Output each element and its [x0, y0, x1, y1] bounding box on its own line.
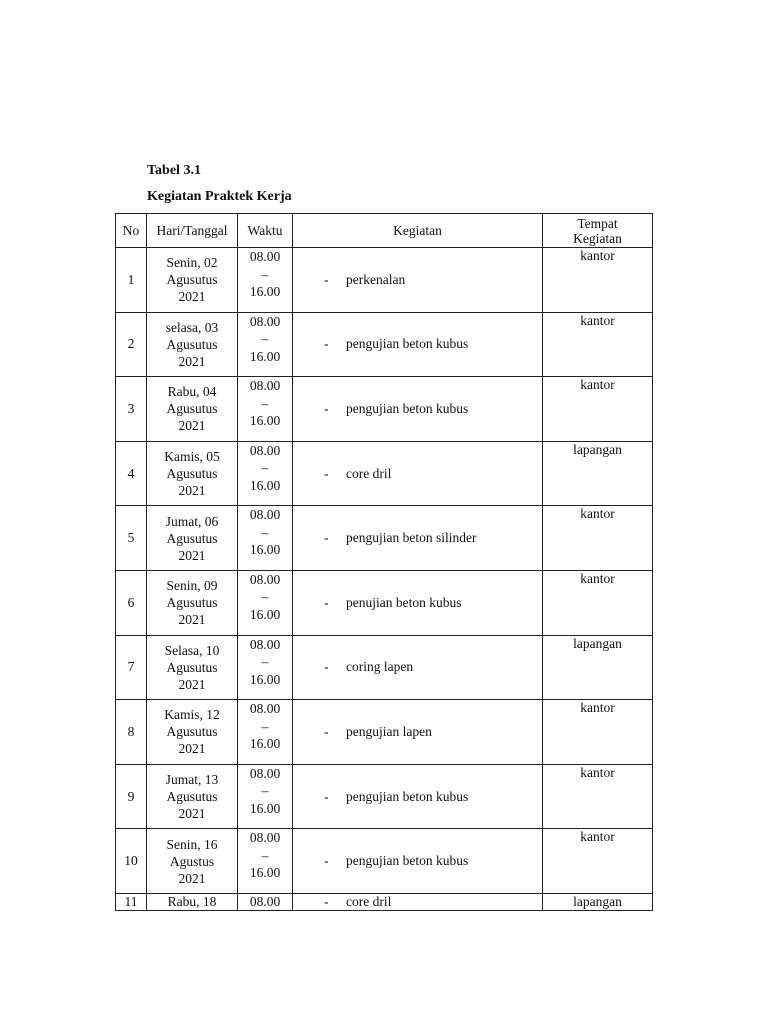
- row-bullet: -: [324, 336, 329, 352]
- row-day-line: 2021: [178, 870, 206, 886]
- row-activity-text: core dril: [346, 893, 392, 909]
- row-bullet: -: [324, 788, 329, 804]
- row-day-line: 2021: [178, 483, 206, 499]
- row-place: lapangan: [543, 441, 653, 506]
- row-day-line: 2021: [178, 612, 206, 628]
- row-day-line: Jumat, 06: [165, 513, 219, 529]
- row-number: 5: [116, 506, 147, 571]
- row-time: [238, 700, 293, 765]
- row-place: lapangan: [543, 893, 653, 910]
- row-day-line: Selasa, 10: [164, 642, 220, 658]
- row-number: 1: [116, 248, 147, 313]
- row-time: [238, 764, 293, 829]
- row-day-line: Agusutus: [166, 659, 218, 675]
- row-day: Rabu, 18: [147, 893, 238, 910]
- row-time-line: –: [261, 460, 269, 476]
- row-activity: [293, 893, 543, 910]
- row-time-line: 08.00: [249, 636, 281, 652]
- row-activity: [293, 700, 543, 765]
- row-day: [147, 312, 238, 377]
- row-time-line: 16.00: [249, 413, 281, 429]
- row-time-line: 08.00: [249, 249, 281, 264]
- row-activity-text: core dril: [346, 465, 392, 481]
- row-time-line: 08.00: [249, 765, 281, 781]
- row-day: [147, 635, 238, 700]
- row-day: [147, 506, 238, 571]
- row-day-line: Jumat, 13: [165, 772, 219, 788]
- row-time-line: 16.00: [249, 542, 281, 558]
- row-time: [238, 635, 293, 700]
- row-day-line: Agusutus: [166, 595, 218, 611]
- row-bullet: -: [324, 400, 329, 416]
- row-time-line: 08.00: [249, 313, 281, 329]
- row-place: kantor: [543, 829, 653, 894]
- row-activity: [293, 248, 543, 313]
- row-day: [147, 441, 238, 506]
- row-day-line: Agusutus: [166, 466, 218, 482]
- row-time-line: 16.00: [249, 477, 281, 493]
- row-day-line: 2021: [178, 547, 206, 563]
- row-bullet: -: [324, 594, 329, 610]
- row-time-line: –: [261, 524, 269, 540]
- row-time-line: 08.00: [249, 507, 281, 523]
- row-time-line: 08.00: [249, 442, 281, 458]
- row-day-line: Senin, 02: [166, 255, 218, 271]
- row-time-line: –: [261, 847, 269, 863]
- row-time: [238, 312, 293, 377]
- row-day-line: Agusutus: [166, 401, 218, 417]
- row-day: [147, 377, 238, 442]
- row-time-line: 08.00: [249, 701, 281, 717]
- row-time: [238, 506, 293, 571]
- row-activity: [293, 829, 543, 894]
- row-bullet: -: [324, 659, 329, 675]
- header-place-line2: Kegiatan: [573, 230, 622, 246]
- row-day-line: Agusutus: [166, 789, 218, 805]
- table-row: [116, 248, 653, 313]
- row-time: [238, 441, 293, 506]
- row-day-line: 2021: [178, 741, 206, 757]
- row-number: 3: [116, 377, 147, 442]
- table-row: [116, 700, 653, 765]
- row-bullet: -: [324, 893, 329, 909]
- row-activity: [293, 764, 543, 829]
- row-activity-text: pengujian beton kubus: [346, 853, 469, 869]
- table-title-caption: Kegiatan Praktek Kerja: [147, 189, 292, 204]
- row-time-line: 16.00: [249, 671, 281, 687]
- row-bullet: -: [324, 723, 329, 739]
- row-time-line: 16.00: [249, 606, 281, 622]
- row-place: kantor: [543, 312, 653, 377]
- row-day-line: selasa, 03: [165, 319, 219, 335]
- row-day: [147, 570, 238, 635]
- row-place: kantor: [543, 377, 653, 442]
- row-activity: [293, 570, 543, 635]
- table-row: [116, 829, 653, 894]
- row-bullet: -: [324, 465, 329, 481]
- header-place: [543, 214, 653, 248]
- row-activity-text: penujian beton kubus: [346, 594, 462, 610]
- row-number: 7: [116, 635, 147, 700]
- activity-table: [115, 213, 653, 911]
- row-number: 6: [116, 570, 147, 635]
- header-time: Waktu: [238, 214, 293, 248]
- row-activity-text: pengujian beton kubus: [346, 336, 469, 352]
- row-day-line: 2021: [178, 418, 206, 434]
- header-place-line1: Tempat: [577, 215, 618, 231]
- table-row: [116, 570, 653, 635]
- row-activity-text: pengujian beton kubus: [346, 788, 469, 804]
- row-bullet: -: [324, 271, 329, 287]
- row-day-line: Agusutus: [166, 272, 218, 288]
- row-number: 9: [116, 764, 147, 829]
- row-place: kantor: [543, 764, 653, 829]
- row-day-line: 2021: [178, 289, 206, 305]
- row-place: lapangan: [543, 635, 653, 700]
- header-no: No: [116, 214, 147, 248]
- row-time-line: 16.00: [249, 284, 281, 299]
- row-day-line: 2021: [178, 806, 206, 822]
- row-place: kantor: [543, 506, 653, 571]
- row-time: [238, 829, 293, 894]
- row-time: 08.00: [238, 893, 293, 910]
- table-row: [116, 893, 653, 910]
- row-time-line: 16.00: [249, 800, 281, 816]
- table-header-row: [116, 214, 653, 248]
- row-time: [238, 377, 293, 442]
- row-time-line: –: [261, 589, 269, 605]
- header-day: Hari/Tanggal: [147, 214, 238, 248]
- row-time: [238, 248, 293, 313]
- row-time-line: –: [261, 783, 269, 799]
- row-day-line: Kamis, 05: [164, 449, 220, 465]
- row-activity-text: pengujian lapen: [346, 723, 432, 739]
- row-time-line: –: [261, 654, 269, 670]
- row-day-line: Senin, 09: [166, 578, 218, 594]
- row-day-line: Rabu, 04: [167, 384, 217, 400]
- row-time-line: –: [261, 331, 269, 347]
- row-time-line: –: [261, 718, 269, 734]
- row-activity-text: coring lapen: [346, 659, 414, 675]
- row-day-line: Agusutus: [166, 724, 218, 740]
- row-time-line: 16.00: [249, 865, 281, 881]
- row-number: 4: [116, 441, 147, 506]
- row-time-line: 16.00: [249, 736, 281, 752]
- row-activity-text: pengujian beton kubus: [346, 400, 469, 416]
- table-row: [116, 506, 653, 571]
- row-day-line: Agustus: [169, 853, 215, 869]
- header-activity: Kegiatan: [293, 214, 543, 248]
- row-day: [147, 248, 238, 313]
- row-day-line: 2021: [178, 676, 206, 692]
- row-bullet: -: [324, 530, 329, 546]
- row-day-line: Senin, 16: [166, 836, 218, 852]
- row-time-line: 08.00: [249, 571, 281, 587]
- row-place: kantor: [543, 570, 653, 635]
- table-row: [116, 764, 653, 829]
- row-time-line: 16.00: [249, 348, 281, 364]
- row-number: 11: [116, 893, 147, 910]
- row-activity: [293, 635, 543, 700]
- row-day-line: Kamis, 12: [164, 707, 220, 723]
- row-day-line: Agusutus: [166, 530, 218, 546]
- row-activity-text: pengujian beton silinder: [346, 530, 477, 546]
- row-activity: [293, 312, 543, 377]
- row-number: 10: [116, 829, 147, 894]
- row-place: kantor: [543, 700, 653, 765]
- row-bullet: -: [324, 853, 329, 869]
- row-activity: [293, 506, 543, 571]
- row-day-line: 2021: [178, 353, 206, 369]
- table-row: [116, 377, 653, 442]
- row-number: 2: [116, 312, 147, 377]
- row-day-line: Agusutus: [166, 336, 218, 352]
- row-day: [147, 764, 238, 829]
- table-row: [116, 312, 653, 377]
- row-activity-text: perkenalan: [346, 271, 406, 287]
- table-row: [116, 635, 653, 700]
- row-activity: [293, 377, 543, 442]
- table-number-caption: Tabel 3.1: [147, 163, 201, 178]
- table-row: [116, 441, 653, 506]
- row-place: kantor: [543, 248, 653, 313]
- table-body: [116, 248, 653, 911]
- row-time-line: 08.00: [249, 378, 281, 394]
- row-day: [147, 700, 238, 765]
- row-activity: [293, 441, 543, 506]
- row-time-line: 08.00: [249, 830, 281, 846]
- row-time-line: –: [261, 395, 269, 411]
- row-time: [238, 570, 293, 635]
- row-number: 8: [116, 700, 147, 765]
- row-day: [147, 829, 238, 894]
- row-time-line: –: [261, 266, 269, 282]
